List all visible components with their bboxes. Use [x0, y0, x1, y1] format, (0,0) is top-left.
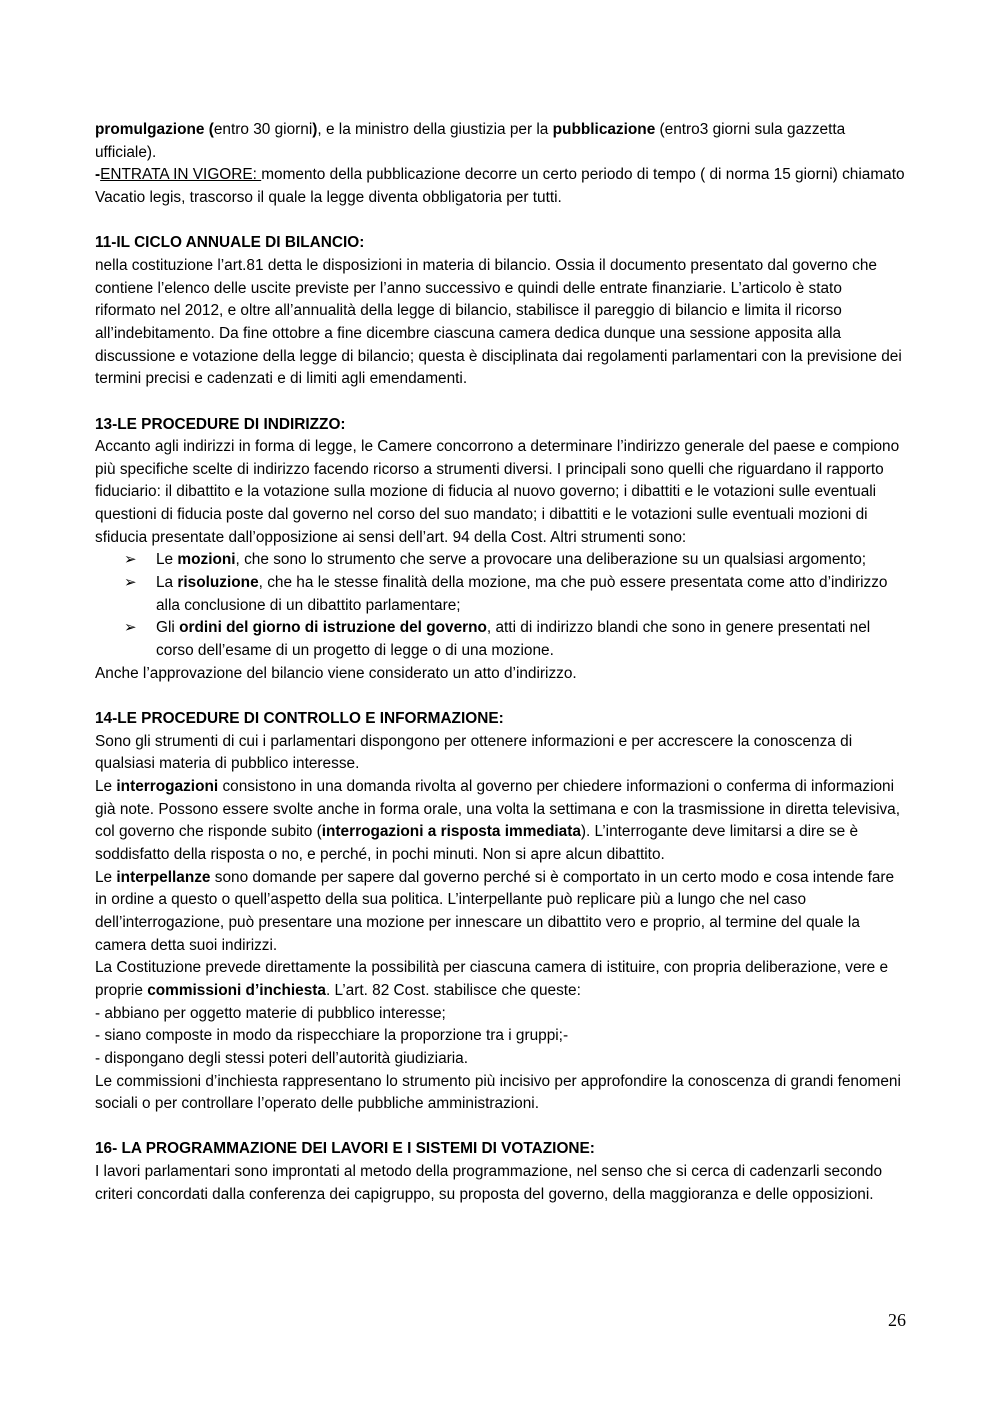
page-number: 26 [888, 1310, 906, 1330]
section-heading-16: 16- LA PROGRAMMAZIONE DEI LAVORI E I SISTEMI DI VOTAZIONE: [95, 1140, 595, 1158]
text-bold: ) [312, 121, 318, 138]
section-heading-13: 13-LE PROCEDURE DI INDIRIZZO: [95, 415, 346, 433]
intro-paragraph-promulgation: promulgazione (entro 30 giorni), e la ministro della giustizia per la pubblicazione (entro3 giorni sula gazzetta ufficiale). [95, 121, 846, 161]
section-heading-14: 14-LE PROCEDURE DI CONTROLLO E INFORMAZIONE: [95, 710, 504, 728]
section-body-14-intro: Sono gli strumenti di cui i parlamentari dispongono per ottenere informazioni e per accrescere la conoscenza di qualsiasi materia di pubblico interesse. [95, 732, 853, 773]
section-body-11: nella costituzione l’art.81 detta le disposizioni in materia di bilancio. Ossia il documento presentato dal governo che contiene l’elenco delle uscite previste per l’anno successivo e quindi delle entrate finanziarie. L’articolo è stato riformato nel 2012, e oltre all’annualità della legge di bilancio, stabilisce il pareggio di bilancio e limita il ricorso all’indebitamento. Da fine ottobre a fine dicembre ciascuna camera dedica dunque una sessione apposita alla discussione e votazione della legge di bilancio; questa è disciplinata dai regolamenti parlamentari con la previsione dei termini precisi e cadenzati e di limiti agli emendamenti. [95, 256, 902, 388]
spacer [95, 391, 905, 414]
arrow-bullet-icon: ➢ [124, 574, 137, 592]
underlined-label: ENTRATA IN VIGORE: [100, 166, 262, 184]
section-closing-13: Anche l’approvazione del bilancio viene considerato un atto d’indirizzo. [95, 664, 577, 682]
section-body-14-commissioni: La Costituzione prevede direttamente la possibilità per ciascuna camera di istituire, con propria deliberazione, vere e proprie commissioni d’inchiesta. L’art. 82 Cost. stabilisce che queste: [95, 959, 889, 999]
section-body-14-interpellanze: Le interpellanze sono domande per sapere dal governo perché si è comportato in un certo modo e cosa intende fare in ordine a questo o quell’aspetto della sua politica. L’interpellante può replicare più a lungo che nel caso dell’interrogazione, può presentare una mozione per innescare un dibattito vero e proprio, al termine del quale la camera detta suoi indirizzi. [95, 868, 895, 954]
list-item: ➢ La risoluzione, che ha le stesse finalità della mozione, ma che può essere presentata come atto d’indirizzo alla conclusione di un dibattito parlamentare; [124, 574, 888, 614]
section-body-14-interrogazioni: Le interrogazioni consistono in una domanda rivolta al governo per chiedere informazioni o conferma di informazioni già note. Possono essere svolte anche in forma orale, una volta la settimana e con la trasmissione in diretta televisiva, col governo che risponde subito (interrogazioni a risposta immediata). L’interrogante deve limitarsi a dire se è soddisfatto della risposta o no, e perché, in pochi minuti. Non si apre alcun dibattito. [95, 777, 901, 863]
spacer [95, 1116, 905, 1139]
list-item: ➢ Gli ordini del giorno di istruzione del governo, atti di indirizzo blandi che sono in genere presentati nel corso dell’esame di un progetto di legge o di una mozione. [124, 619, 871, 660]
arrow-bullet-icon: ➢ [124, 619, 137, 637]
spacer [95, 685, 905, 708]
section-body-14-closing: Le commissioni d’inchiesta rappresentano lo strumento più incisivo per approfondire la conoscenza di grandi fenomeni sociali o per controllare l’operato delle pubbliche amministrazioni. [95, 1072, 901, 1113]
spacer [95, 210, 905, 233]
list-item: ➢ Le mozioni, che sono lo strumento che serve a provocare una deliberazione su un qualsiasi argomento; [95, 549, 905, 572]
text-bold: pubblicazione [552, 121, 656, 138]
section-body-16: I lavori parlamentari sono improntati al metodo della programmazione, nel senso che si cerca di cadenzarli secondo criteri concordati dalla conferenza dei capigruppo, su proposta del governo, della maggioranza e delle opposizioni. [95, 1163, 883, 1203]
dash-list-item: - siano composte in modo da rispecchiare la proporzione tra i gruppi;- [95, 1027, 569, 1045]
intro-paragraph-entrata-in-vigore: -ENTRATA IN VIGORE: momento della pubblicazione decorre un certo periodo di tempo ( di norma 15 giorni) chiamato Vacatio legis, trascorso il quale la legge diventa obbligatoria per tutti. [95, 166, 905, 206]
dash-list-item: - dispongano degli stessi poteri dell’autorità giudiziaria. [95, 1049, 469, 1067]
bullet-list [95, 549, 905, 662]
text-bold: promulgazione ( [95, 121, 214, 138]
document-page [95, 119, 905, 1206]
section-body-13: Accanto agli indirizzi in forma di legge, le Camere concorrono a determinare l’indirizzo generale del paese e compiono più specifiche scelte di indirizzo facendo ricorso a strumenti diversi. I principali sono quelli che riguardano il rapporto fiduciario: il dibattito e la votazione sulla mozione di fiducia al nuovo governo; i dibattiti e le votazioni sulle eventuali questioni di fiducia poste dal governo nel corso del suo mandato; i dibattiti e le votazioni sulle eventuali mozioni di sfiducia presentate dall’opposizione ai sensi dell’art. 94 della Cost. Altri strumenti sono: [95, 438, 900, 546]
dash-list-item: - abbiano per oggetto materie di pubblico interesse; [95, 1004, 446, 1022]
section-heading-11: 11-IL CICLO ANNUALE DI BILANCIO: [95, 234, 365, 252]
arrow-bullet-icon: ➢ [124, 551, 137, 569]
